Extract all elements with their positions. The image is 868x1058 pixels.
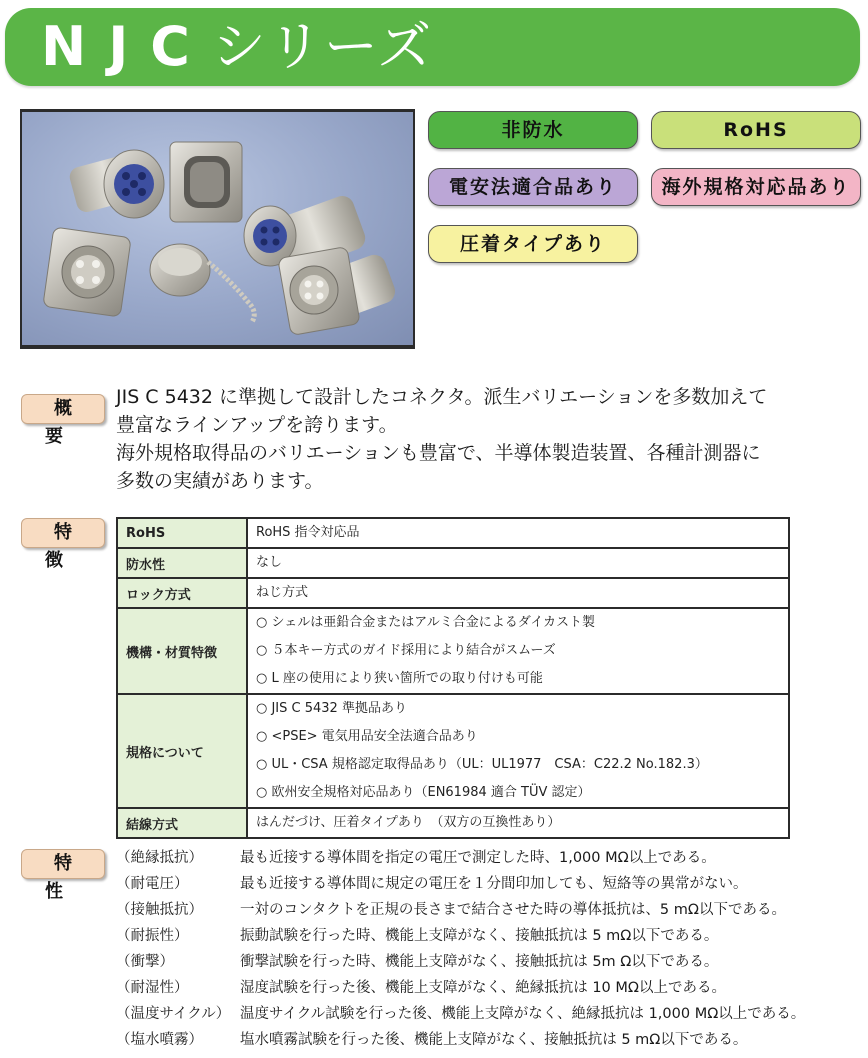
properties-label: 特性 bbox=[21, 849, 105, 879]
badge-pse: 電安法適合品あり bbox=[428, 168, 638, 206]
title-bar bbox=[5, 8, 860, 86]
feature-value bbox=[247, 578, 789, 608]
table-row bbox=[117, 548, 789, 578]
overview-line: 多数の実績があります。 bbox=[116, 470, 324, 492]
property-row bbox=[116, 897, 805, 923]
feature-key: RoHS bbox=[117, 518, 247, 548]
property-row bbox=[116, 845, 805, 871]
product-photo bbox=[20, 109, 415, 349]
property-row bbox=[116, 871, 805, 897]
feature-line: ○ ５本キー方式のガイド採用により結合がスムーズ bbox=[256, 643, 556, 658]
property-name: （塩水噴霧） bbox=[116, 1032, 203, 1048]
property-name: （衝撃） bbox=[116, 954, 174, 970]
receptacle-right bbox=[278, 247, 399, 336]
badge-non-waterproof: 非防水 bbox=[428, 111, 638, 149]
feature-value bbox=[247, 694, 789, 808]
feature-value bbox=[247, 518, 789, 548]
property-text: 塩水噴霧試験を行った後、機能上支障がなく、接触抵抗は 5 mΩ以下である。 bbox=[240, 1032, 748, 1048]
property-name: （絶縁抵抗） bbox=[116, 850, 203, 866]
badge-rohs: RoHS bbox=[651, 111, 861, 149]
title-kana: シリーズ bbox=[211, 15, 434, 78]
overview-line: 海外規格取得品のバリエーションも豊富で、半導体製造装置、各種計測器に bbox=[116, 442, 761, 464]
property-row bbox=[116, 975, 805, 1001]
table-row bbox=[117, 578, 789, 608]
page-title bbox=[41, 14, 433, 80]
feature-key: 機構・材質特徴 bbox=[117, 608, 247, 694]
table-row bbox=[117, 694, 789, 808]
plug-left bbox=[67, 150, 164, 218]
feature-key: 防水性 bbox=[117, 548, 247, 578]
feature-line: はんだづけ、圧着タイプあり （双方の互換性あり） bbox=[256, 815, 561, 830]
features-label: 特徴 bbox=[21, 518, 105, 548]
property-text: 最も近接する導体間を指定の電圧で測定した時、1,000 MΩ以上である。 bbox=[240, 850, 716, 866]
feature-line: なし bbox=[256, 555, 283, 570]
feature-value bbox=[247, 808, 789, 838]
feature-line: ○ シェルは亜鉛合金またはアルミ合金によるダイカスト製 bbox=[256, 615, 596, 630]
property-name: （耐振性） bbox=[116, 928, 189, 944]
property-text: 衝撃試験を行った時、機能上支障がなく、接触抵抗は 5m Ω以下である。 bbox=[240, 954, 719, 970]
features-table bbox=[116, 517, 790, 839]
feature-line: ○ 欧州安全規格対応品あり（EN61984 適合 TÜV 認定） bbox=[256, 785, 591, 800]
overview-line: 豊富なラインアップを誇ります。 bbox=[116, 414, 398, 436]
feature-line: ○ <PSE> 電気用品安全法適合品あり bbox=[256, 729, 478, 744]
connector-illustration bbox=[22, 112, 413, 345]
properties-list bbox=[116, 845, 805, 1053]
table-row bbox=[117, 608, 789, 694]
property-row bbox=[116, 923, 805, 949]
overview-text bbox=[116, 383, 868, 495]
feature-value bbox=[247, 548, 789, 578]
title-latin: NJC bbox=[41, 15, 212, 78]
feature-key: 結線方式 bbox=[117, 808, 247, 838]
property-name: （耐電圧） bbox=[116, 876, 189, 892]
feature-key: ロック方式 bbox=[117, 578, 247, 608]
receptacle-square bbox=[170, 142, 242, 222]
property-name: （接触抵抗） bbox=[116, 902, 203, 918]
feature-line: ○ JIS C 5432 準拠品あり bbox=[256, 701, 407, 716]
property-text: 湿度試験を行った後、機能上支障がなく、絶縁抵抗は 10 MΩ以上である。 bbox=[240, 980, 726, 996]
cap-chain bbox=[150, 244, 254, 322]
badge-international: 海外規格対応品あり bbox=[651, 168, 861, 206]
property-name: （温度サイクル） bbox=[116, 1006, 231, 1022]
property-row bbox=[116, 949, 805, 975]
overview-line: JIS C 5432 に準拠して設計したコネクタ。派生バリエーションを多数加えて bbox=[116, 386, 768, 408]
feature-line: RoHS 指令対応品 bbox=[256, 525, 360, 540]
property-row bbox=[116, 1001, 805, 1027]
table-row bbox=[117, 518, 789, 548]
property-row bbox=[116, 1027, 805, 1053]
property-text: 一対のコンタクトを正規の長さまで結合させた時の導体抵抗は、5 mΩ以下である。 bbox=[240, 902, 786, 918]
badge-crimp: 圧着タイプあり bbox=[428, 225, 638, 263]
property-name: （耐湿性） bbox=[116, 980, 189, 996]
feature-line: ○ UL・CSA 規格認定取得品あり（UL：UL1977 CSA：C22.2 No.182.3） bbox=[256, 757, 708, 772]
feature-line: ねじ方式 bbox=[256, 585, 309, 600]
feature-key: 規格について bbox=[117, 694, 247, 808]
feature-value bbox=[247, 608, 789, 694]
feature-line: ○ L 座の使用により狭い箇所での取り付けも可能 bbox=[256, 671, 543, 686]
property-text: 温度サイクル試験を行った後、機能上支障がなく、絶縁抵抗は 1,000 MΩ以上である。 bbox=[240, 1006, 806, 1022]
flange-left bbox=[43, 227, 131, 317]
overview-label: 概要 bbox=[21, 394, 105, 424]
property-text: 振動試験を行った時、機能上支障がなく、接触抵抗は 5 mΩ以下である。 bbox=[240, 928, 719, 944]
property-text: 最も近接する導体間に規定の電圧を１分間印加しても、短絡等の異常がない。 bbox=[240, 876, 748, 892]
table-row bbox=[117, 808, 789, 838]
